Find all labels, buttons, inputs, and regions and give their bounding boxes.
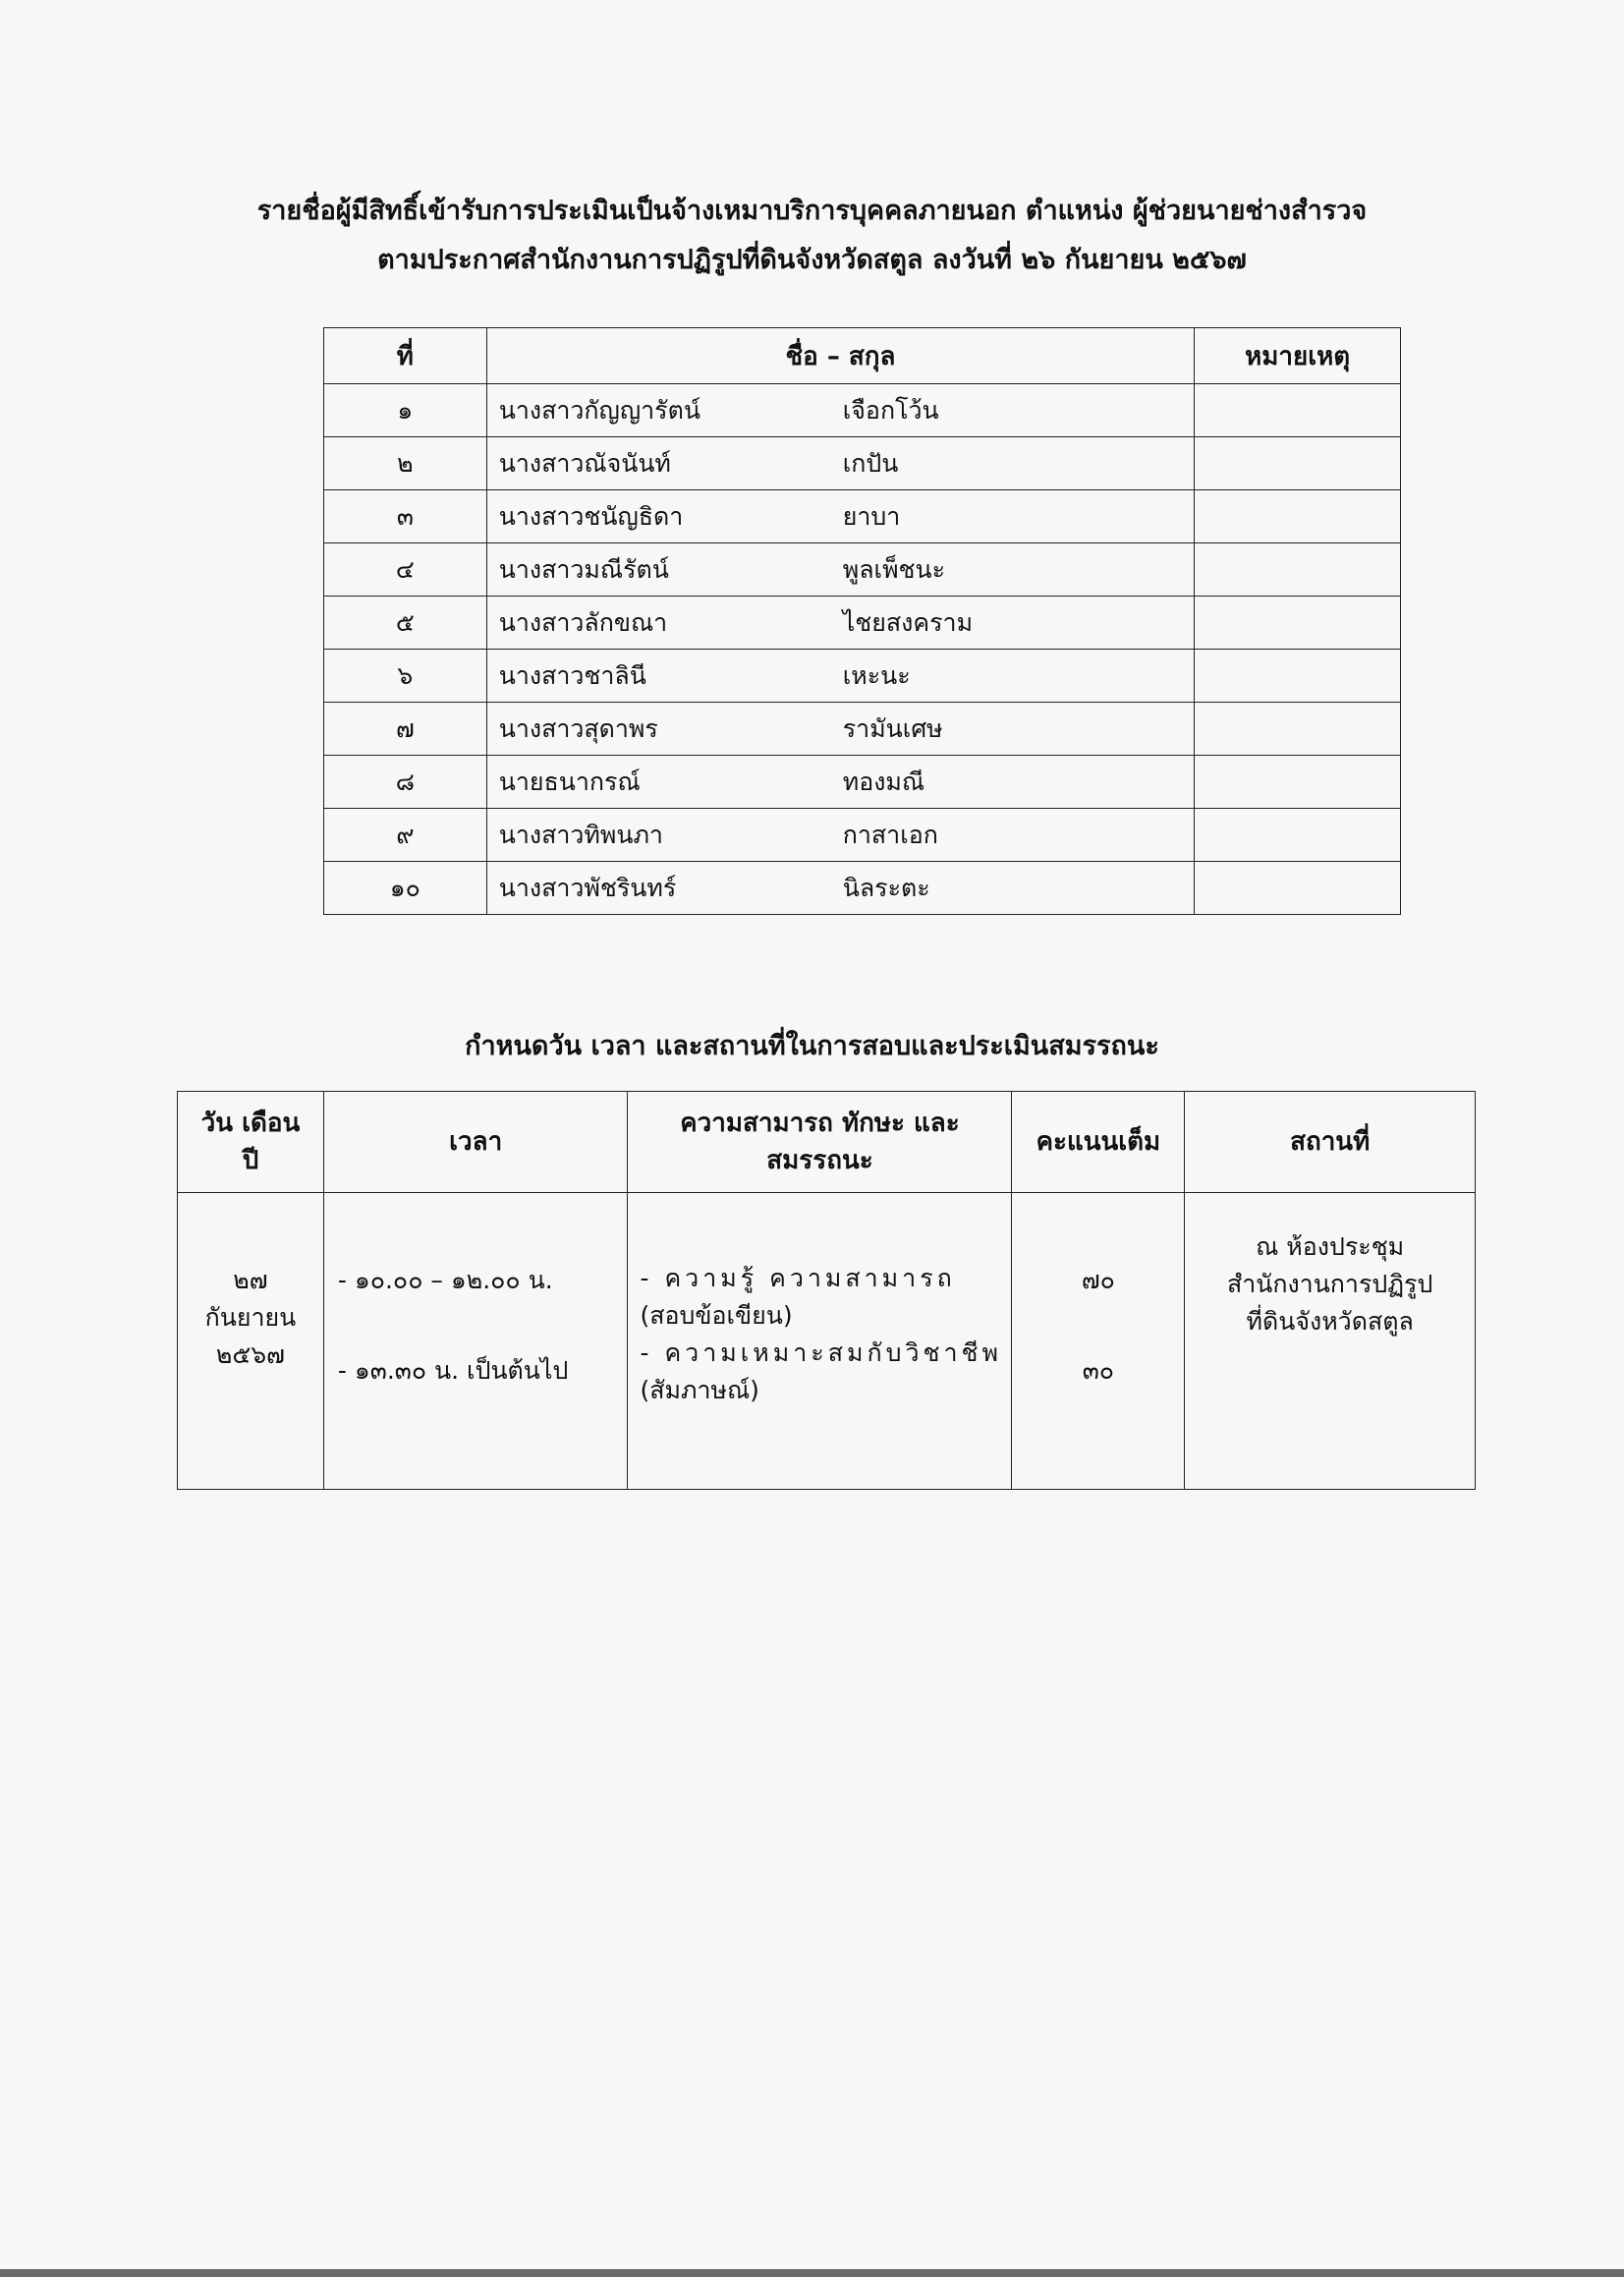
candidate-name	[486, 703, 1194, 756]
note-cell	[1195, 543, 1401, 597]
candidate-name	[486, 597, 1194, 650]
header-competency	[628, 1092, 1012, 1193]
schedule-table	[177, 1091, 1476, 1490]
header-no: ที่	[324, 328, 487, 384]
table-row	[324, 756, 1401, 809]
score-1: ๗๐	[1081, 1266, 1115, 1294]
place-line3: ที่ดินจังหวัดสตูล	[1246, 1307, 1414, 1336]
time-slot-2: - ๑๓.๓๐ น. เป็นต้นไป	[337, 1356, 569, 1385]
note-cell	[1195, 756, 1401, 809]
note-cell	[1195, 437, 1401, 490]
first-name: นางสาวมณีรัตน์	[498, 554, 669, 584]
row-number: ๗	[324, 703, 487, 756]
row-number: ๓	[324, 490, 487, 543]
first-name: นางสาวพัชรินทร์	[498, 873, 677, 902]
header-name: ชื่อ – สกุล	[486, 328, 1194, 384]
row-number: ๙	[324, 809, 487, 862]
candidate-name	[486, 490, 1194, 543]
header-title-line1: รายชื่อผู้มีสิทธิ์เข้ารับการประเมินเป็นจ้างเหมาบริการบุคคลภายนอก ตำแหน่ง ผู้ช่วยนายช่างสำรวจ	[256, 196, 1368, 226]
schedule-title: กำหนดวัน เวลา และสถานที่ในการสอบและประเมินสมรรถนะ	[465, 1031, 1159, 1061]
last-name: ทองมณี	[842, 767, 925, 796]
competency-1: - ความรู้ ความสามารถ	[640, 1264, 956, 1292]
score-2: ๓๐	[1082, 1356, 1115, 1385]
competency-cell	[628, 1193, 1012, 1490]
note-cell	[1195, 703, 1401, 756]
candidate-name	[486, 809, 1194, 862]
score-cell	[1012, 1193, 1185, 1490]
table-row	[324, 862, 1401, 915]
time-slot-1: - ๑๐.๐๐ – ๑๒.๐๐ น.	[337, 1266, 553, 1294]
note-cell	[1195, 650, 1401, 703]
first-name: นางสาวณัจนันท์	[498, 448, 671, 478]
first-name: นางสาวชนัญธิดา	[498, 501, 684, 531]
candidate-name	[486, 862, 1194, 915]
table-row	[324, 384, 1401, 437]
header-title-line2: ตามประกาศสำนักงานการปฏิรูปที่ดินจังหวัดสตูล ลงวันที่ ๒๖ กันยายน ๒๕๖๗	[377, 245, 1247, 275]
date-month: กันยายน	[204, 1303, 297, 1332]
candidate-name	[486, 650, 1194, 703]
date-cell	[178, 1193, 324, 1490]
header-competency-line1: ความสามารถ ทักษะ และ	[680, 1109, 960, 1138]
first-name: นางสาวสุดาพร	[498, 713, 658, 743]
note-cell	[1195, 597, 1401, 650]
last-name: เกปัน	[842, 448, 899, 478]
candidate-name	[486, 437, 1194, 490]
time-cell	[323, 1193, 628, 1490]
header-date-line1: วัน เดือน	[200, 1109, 301, 1138]
header-date-line2: ปี	[242, 1146, 259, 1175]
schedule-table-header	[178, 1092, 1476, 1193]
first-name: นางสาวกัญญารัตน์	[498, 395, 700, 425]
header-time: เวลา	[323, 1092, 628, 1193]
place-line2: สำนักงานการปฏิรูป	[1226, 1270, 1433, 1298]
place-cell	[1185, 1193, 1476, 1490]
last-name: พูลเพ็ชนะ	[842, 554, 946, 584]
table-row	[324, 597, 1401, 650]
first-name: นางสาวชาลินี	[498, 660, 646, 690]
table-row	[324, 490, 1401, 543]
competency-1-method: (สอบข้อเขียน)	[640, 1301, 793, 1330]
table-row	[324, 809, 1401, 862]
row-number: ๒	[324, 437, 487, 490]
row-number: ๑	[324, 384, 487, 437]
row-number: ๖	[324, 650, 487, 703]
candidate-name	[486, 543, 1194, 597]
note-cell	[1195, 490, 1401, 543]
row-number: ๕	[324, 597, 487, 650]
candidate-name	[486, 756, 1194, 809]
candidates-table-header	[324, 328, 1401, 384]
header-score: คะแนนเต็ม	[1012, 1092, 1185, 1193]
last-name: กาสาเอก	[842, 820, 938, 849]
last-name: เหะนะ	[842, 660, 911, 690]
row-number: ๑๐	[324, 862, 487, 915]
place-line1: ณ ห้องประชุม	[1256, 1232, 1405, 1261]
last-name: รามันเศษ	[842, 713, 943, 743]
last-name: ไชยสงคราม	[842, 607, 974, 637]
first-name: นางสาวลักขณา	[498, 607, 668, 637]
last-name: เจือกโว้น	[842, 395, 939, 425]
competency-2: - ความเหมาะสมกับวิชาชีพ	[640, 1338, 1002, 1367]
competency-2-method: (สัมภาษณ์)	[640, 1376, 759, 1404]
last-name: นิลระตะ	[842, 873, 930, 902]
row-number: ๔	[324, 543, 487, 597]
row-number: ๘	[324, 756, 487, 809]
candidate-name	[486, 384, 1194, 437]
candidates-table	[323, 327, 1401, 915]
table-row	[324, 703, 1401, 756]
page-bottom-edge	[0, 2269, 1624, 2277]
table-row	[324, 543, 1401, 597]
table-row	[324, 437, 1401, 490]
header-place: สถานที่	[1185, 1092, 1476, 1193]
note-cell	[1195, 862, 1401, 915]
header-note: หมายเหตุ	[1195, 328, 1401, 384]
note-cell	[1195, 809, 1401, 862]
first-name: นายธนากรณ์	[498, 767, 641, 796]
last-name: ยาบา	[842, 501, 901, 531]
table-row	[324, 650, 1401, 703]
date-day: ๒๗	[233, 1266, 268, 1294]
first-name: นางสาวทิพนภา	[498, 820, 663, 849]
note-cell	[1195, 384, 1401, 437]
date-year: ๒๕๖๗	[215, 1340, 285, 1369]
document-header	[0, 187, 1624, 285]
header-date	[178, 1092, 324, 1193]
header-competency-line2: สมรรถนะ	[766, 1146, 873, 1175]
schedule-row	[178, 1193, 1476, 1490]
